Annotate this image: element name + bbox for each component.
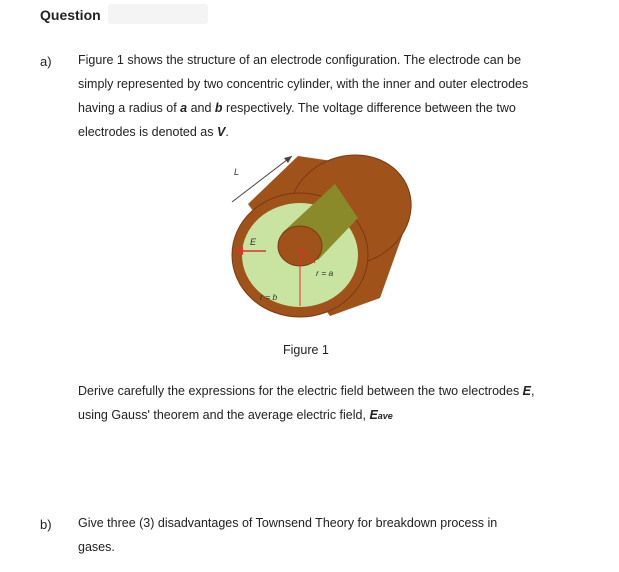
part-a-line-1: Figure 1 shows the structure of an electrode configuration. The electrode can be xyxy=(78,53,522,67)
var-b: b xyxy=(214,101,223,115)
electrode-figure xyxy=(220,148,420,328)
var-v: V xyxy=(216,125,226,139)
var-E: E xyxy=(522,384,532,398)
redacted-area xyxy=(108,4,208,24)
derive-line-1: Derive carefully the expressions for the electric field between the two electrodes E, xyxy=(78,384,535,398)
part-b-line-2: gases. xyxy=(78,540,115,554)
derive-line-2: using Gauss' theorem and the average electric field, Eave xyxy=(78,408,393,422)
subscript-ave: ave xyxy=(377,411,393,421)
part-a-paragraph xyxy=(78,48,593,144)
derive-paragraph xyxy=(78,379,593,428)
part-a-line-4: electrodes is denoted as V. xyxy=(78,125,229,139)
part-a-label: a) xyxy=(40,54,52,69)
question-heading: Question xyxy=(40,7,101,23)
label-L: L xyxy=(234,167,240,177)
figure-caption: Figure 1 xyxy=(283,343,329,357)
part-b-line-1: Give three (3) disadvantages of Townsend Theory for breakdown process in xyxy=(78,516,498,530)
length-arrowhead xyxy=(284,156,292,163)
part-a-line-3: having a radius of a and b respectively. The voltage difference between the two xyxy=(78,101,516,115)
part-b-label: b) xyxy=(40,517,52,532)
label-E: E xyxy=(250,237,257,247)
part-b-paragraph xyxy=(78,511,593,559)
var-E-ave: E xyxy=(369,408,378,422)
label-r-b: r = b xyxy=(260,292,278,302)
label-r-a: r = a xyxy=(316,268,334,278)
part-a-line-2: simply represented by two concentric cylinder, with the inner and outer electrodes xyxy=(78,77,529,91)
var-a: a xyxy=(180,101,188,115)
